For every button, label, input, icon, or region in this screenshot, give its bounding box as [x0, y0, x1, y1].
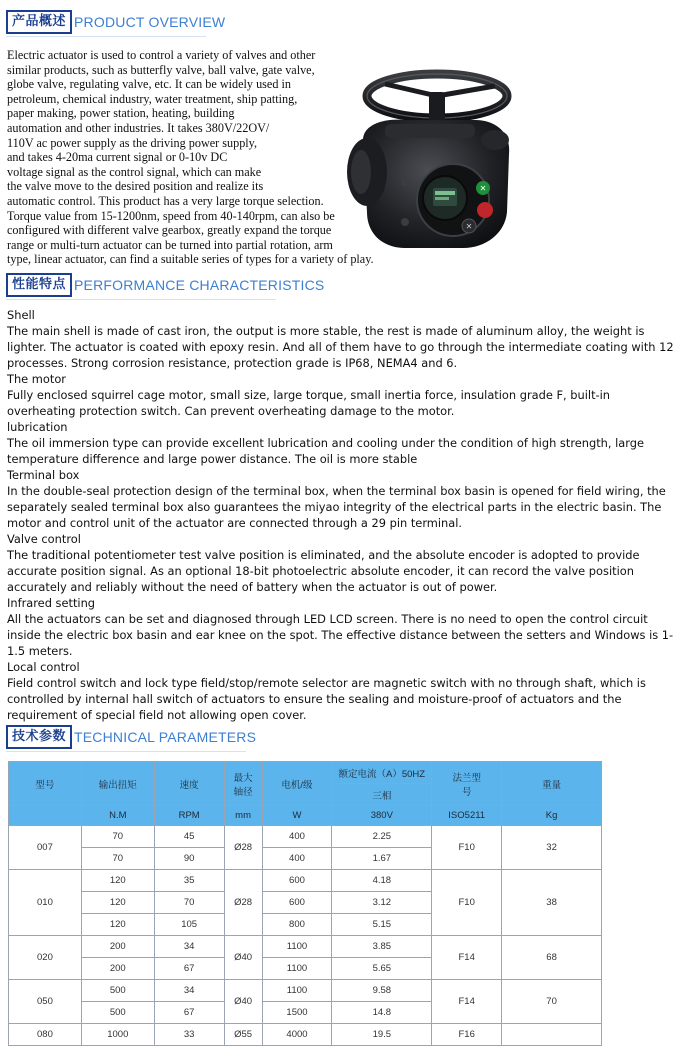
- technical-parameters-table: [8, 761, 602, 1046]
- overview-heading-en: PRODUCT OVERVIEW: [74, 14, 226, 30]
- cell-speed: 45: [154, 826, 224, 848]
- cell-torque: 120: [81, 870, 154, 892]
- overview-line: voltage signal as the control signal, which can make: [7, 164, 262, 179]
- cell-bore: Ø28: [224, 826, 262, 870]
- performance-paragraph: The oil immersion type can provide excellent lubrication and cooling under the condition of high strength, large temperature difference and large power distance. The oil is more stable: [7, 436, 645, 466]
- overview-line: Electric actuator is used to control a variety of valves and other: [7, 48, 316, 62]
- performance-subheading: Local control: [7, 660, 80, 674]
- header-model: 型号: [9, 762, 82, 806]
- cell-current: 19.5: [332, 1024, 432, 1046]
- performance-subheading: Shell: [7, 308, 35, 322]
- performance-subheading: Valve control: [7, 532, 81, 546]
- cell-torque: 120: [81, 914, 154, 936]
- cell-current: 3.12: [332, 892, 432, 914]
- svg-text:✕: ✕: [479, 184, 487, 193]
- performance-subheading: The motor: [7, 372, 66, 386]
- cell-flange: F14: [432, 936, 502, 980]
- cell-motor: 4000: [262, 1024, 332, 1046]
- cell-model: 007: [9, 826, 82, 870]
- performance-subheading: Terminal box: [7, 468, 80, 482]
- header-phase: 三相: [332, 784, 432, 806]
- cell-speed: 67: [154, 1002, 224, 1024]
- table-row: [9, 1024, 602, 1046]
- overview-line: Torque value from 15-1200nm, speed from 40-140rpm, can also be: [7, 208, 335, 223]
- cell-torque: 1000: [81, 1024, 154, 1046]
- svg-text:✕: ✕: [465, 222, 473, 231]
- unit-flange: ISO5211: [432, 806, 502, 826]
- overview-line: configured with different valve gearbox, greatly expand the torque: [7, 223, 332, 238]
- cell-motor: 1100: [262, 958, 332, 980]
- cell-current: 5.65: [332, 958, 432, 980]
- cell-motor: 800: [262, 914, 332, 936]
- overview-line: the valve move to the desired position and realize its: [7, 179, 264, 194]
- overview-line: petroleum, chemical industry, water treatment, ship patting,: [7, 91, 298, 106]
- cell-flange: F14: [432, 980, 502, 1024]
- performance-paragraph: The traditional potentiometer test valve position is eliminated, and the absolute encoder is adopted to provide accurate position signal. As an optional 18-bit photoelectric absolute encoder, it can record the valve position accurately and reliably without the need of battery when the actuator is out of power.: [7, 548, 640, 594]
- overview-heading-rule: [6, 36, 206, 37]
- cell-motor: 1500: [262, 1002, 332, 1024]
- header-speed: 速度: [154, 762, 224, 806]
- unit-motor: W: [262, 806, 332, 826]
- header-bore: 最大轴径: [224, 762, 262, 806]
- unit-torque: N.M: [81, 806, 154, 826]
- cell-weight: 70: [502, 980, 602, 1024]
- header-torque: 输出扭矩: [81, 762, 154, 806]
- overview-line: 110V ac power supply as the driving power supply,: [7, 135, 258, 150]
- table-row: [9, 936, 602, 958]
- cell-weight: 32: [502, 826, 602, 870]
- cell-bore: Ø28: [224, 870, 262, 936]
- cell-torque: 500: [81, 980, 154, 1002]
- cell-speed: 34: [154, 980, 224, 1002]
- cell-weight: 68: [502, 936, 602, 980]
- cell-speed: 33: [154, 1024, 224, 1046]
- cell-current: 9.58: [332, 980, 432, 1002]
- cell-bore: Ø40: [224, 936, 262, 980]
- unit-current: 380V: [332, 806, 432, 826]
- cell-motor: 600: [262, 892, 332, 914]
- performance-heading-cn: 性能特点: [6, 273, 72, 297]
- cell-motor: 1100: [262, 936, 332, 958]
- performance-paragraph: All the actuators can be set and diagnosed through LED LCD screen. There is no need to open the control circuit inside the electric box basin and ear knee on the spot. The effective distance between the setters and Windows is 1-1.5 meters.: [7, 612, 674, 658]
- cell-torque: 200: [81, 958, 154, 980]
- cell-current: 2.25: [332, 826, 432, 848]
- performance-paragraph: The main shell is made of cast iron, the output is more stable, the rest is made of aluminum alloy, the weight is lighter. The actuator is coated with epoxy resin. And all of them have to go through the intermediate coating with 12 processes. Strong corrosion resistance, protection grade is IP68, NEMA4 and 6.: [7, 324, 674, 370]
- performance-text: [7, 307, 679, 723]
- table-row: [9, 870, 602, 892]
- overview-line: automatic control. This product has a very large torque selection.: [7, 193, 324, 208]
- technical-heading-cn: 技术参数: [6, 725, 72, 749]
- cell-speed: 70: [154, 892, 224, 914]
- overview-line: and takes 4-20ma current signal or 0-10v DC: [7, 150, 228, 165]
- overview-line: paper making, power station, heating, building: [7, 106, 235, 121]
- cell-speed: 105: [154, 914, 224, 936]
- cell-flange: F10: [432, 870, 502, 936]
- technical-heading: [6, 725, 256, 749]
- unit-weight: Kg: [502, 806, 602, 826]
- cell-current: 5.15: [332, 914, 432, 936]
- cell-torque: 70: [81, 826, 154, 848]
- performance-subheading: Infrared setting: [7, 596, 96, 610]
- actuator-product-image: [345, 62, 517, 254]
- cell-torque: 500: [81, 1002, 154, 1024]
- overview-heading: [6, 10, 225, 34]
- header-flange: 法兰型号: [432, 762, 502, 806]
- cell-motor: 400: [262, 826, 332, 848]
- cell-model: 050: [9, 980, 82, 1024]
- cell-model: 020: [9, 936, 82, 980]
- overview-line: globe valve, regulating valve, etc. It can be widely used in: [7, 77, 291, 92]
- overview-line: range or multi-turn actuator can be turned into partial rotation, arm: [7, 237, 333, 252]
- overview-line: automation and other industries. It takes 380V/22OV/: [7, 120, 270, 135]
- table-row: [9, 980, 602, 1002]
- cell-bore: Ø55: [224, 1024, 262, 1046]
- cell-speed: 67: [154, 958, 224, 980]
- table-row: [9, 826, 602, 848]
- cell-torque: 70: [81, 848, 154, 870]
- cell-current: 1.67: [332, 848, 432, 870]
- unit-model: [9, 806, 82, 826]
- cell-speed: 34: [154, 936, 224, 958]
- performance-heading-en: PERFORMANCE CHARACTERISTICS: [74, 277, 325, 293]
- cell-motor: 400: [262, 848, 332, 870]
- overview-line: type, linear actuator, can find a suitable series of types for a variety of play.: [7, 252, 374, 267]
- performance-heading: [6, 273, 324, 297]
- cell-weight: [502, 1024, 602, 1046]
- technical-heading-en: TECHNICAL PARAMETERS: [74, 729, 257, 745]
- cell-torque: 120: [81, 892, 154, 914]
- overview-heading-cn: 产品概述: [6, 10, 72, 34]
- cell-flange: F10: [432, 826, 502, 870]
- cell-torque: 200: [81, 936, 154, 958]
- cell-motor: 1100: [262, 980, 332, 1002]
- unit-speed: RPM: [154, 806, 224, 826]
- performance-paragraph: Field control switch and lock type field/stop/remote selector are magnetic switch with no through shaft, which is controlled by internal hall switch of actuators to ensure the sealing and moisture-proof of actuators and the requirement of special field not allowing open cover.: [7, 676, 646, 722]
- cell-current: 3.85: [332, 936, 432, 958]
- cell-motor: 600: [262, 870, 332, 892]
- performance-subheading: lubrication: [7, 420, 68, 434]
- header-weight: 重量: [502, 762, 602, 806]
- performance-paragraph: In the double-seal protection design of the terminal box, when the terminal box basin is opened for field wiring, the separately sealed terminal box also guarantees the miyao integrity of the electrical parts in the electric basin. The motor and control unit of the actuator are connected through a 29 pin terminal.: [7, 484, 666, 530]
- header-motor: 电机/级: [262, 762, 332, 806]
- cell-flange: F16: [432, 1024, 502, 1046]
- cell-weight: 38: [502, 870, 602, 936]
- unit-bore: mm: [224, 806, 262, 826]
- header-current: 额定电流（A）50HZ: [332, 762, 432, 784]
- cell-current: 14.8: [332, 1002, 432, 1024]
- overview-line: similar products, such as butterfly valve, ball valve, gate valve,: [7, 62, 315, 77]
- performance-heading-rule: [6, 299, 276, 300]
- cell-model: 080: [9, 1024, 82, 1046]
- performance-paragraph: Fully enclosed squirrel cage motor, small size, large torque, small inertia force, insulation grade F, built-in overheating protection switch. Can prevent overheating damage to the motor.: [7, 388, 611, 418]
- cell-model: 010: [9, 870, 82, 936]
- cell-bore: Ø40: [224, 980, 262, 1024]
- technical-heading-rule: [6, 751, 246, 752]
- cell-speed: 90: [154, 848, 224, 870]
- cell-current: 4.18: [332, 870, 432, 892]
- cell-speed: 35: [154, 870, 224, 892]
